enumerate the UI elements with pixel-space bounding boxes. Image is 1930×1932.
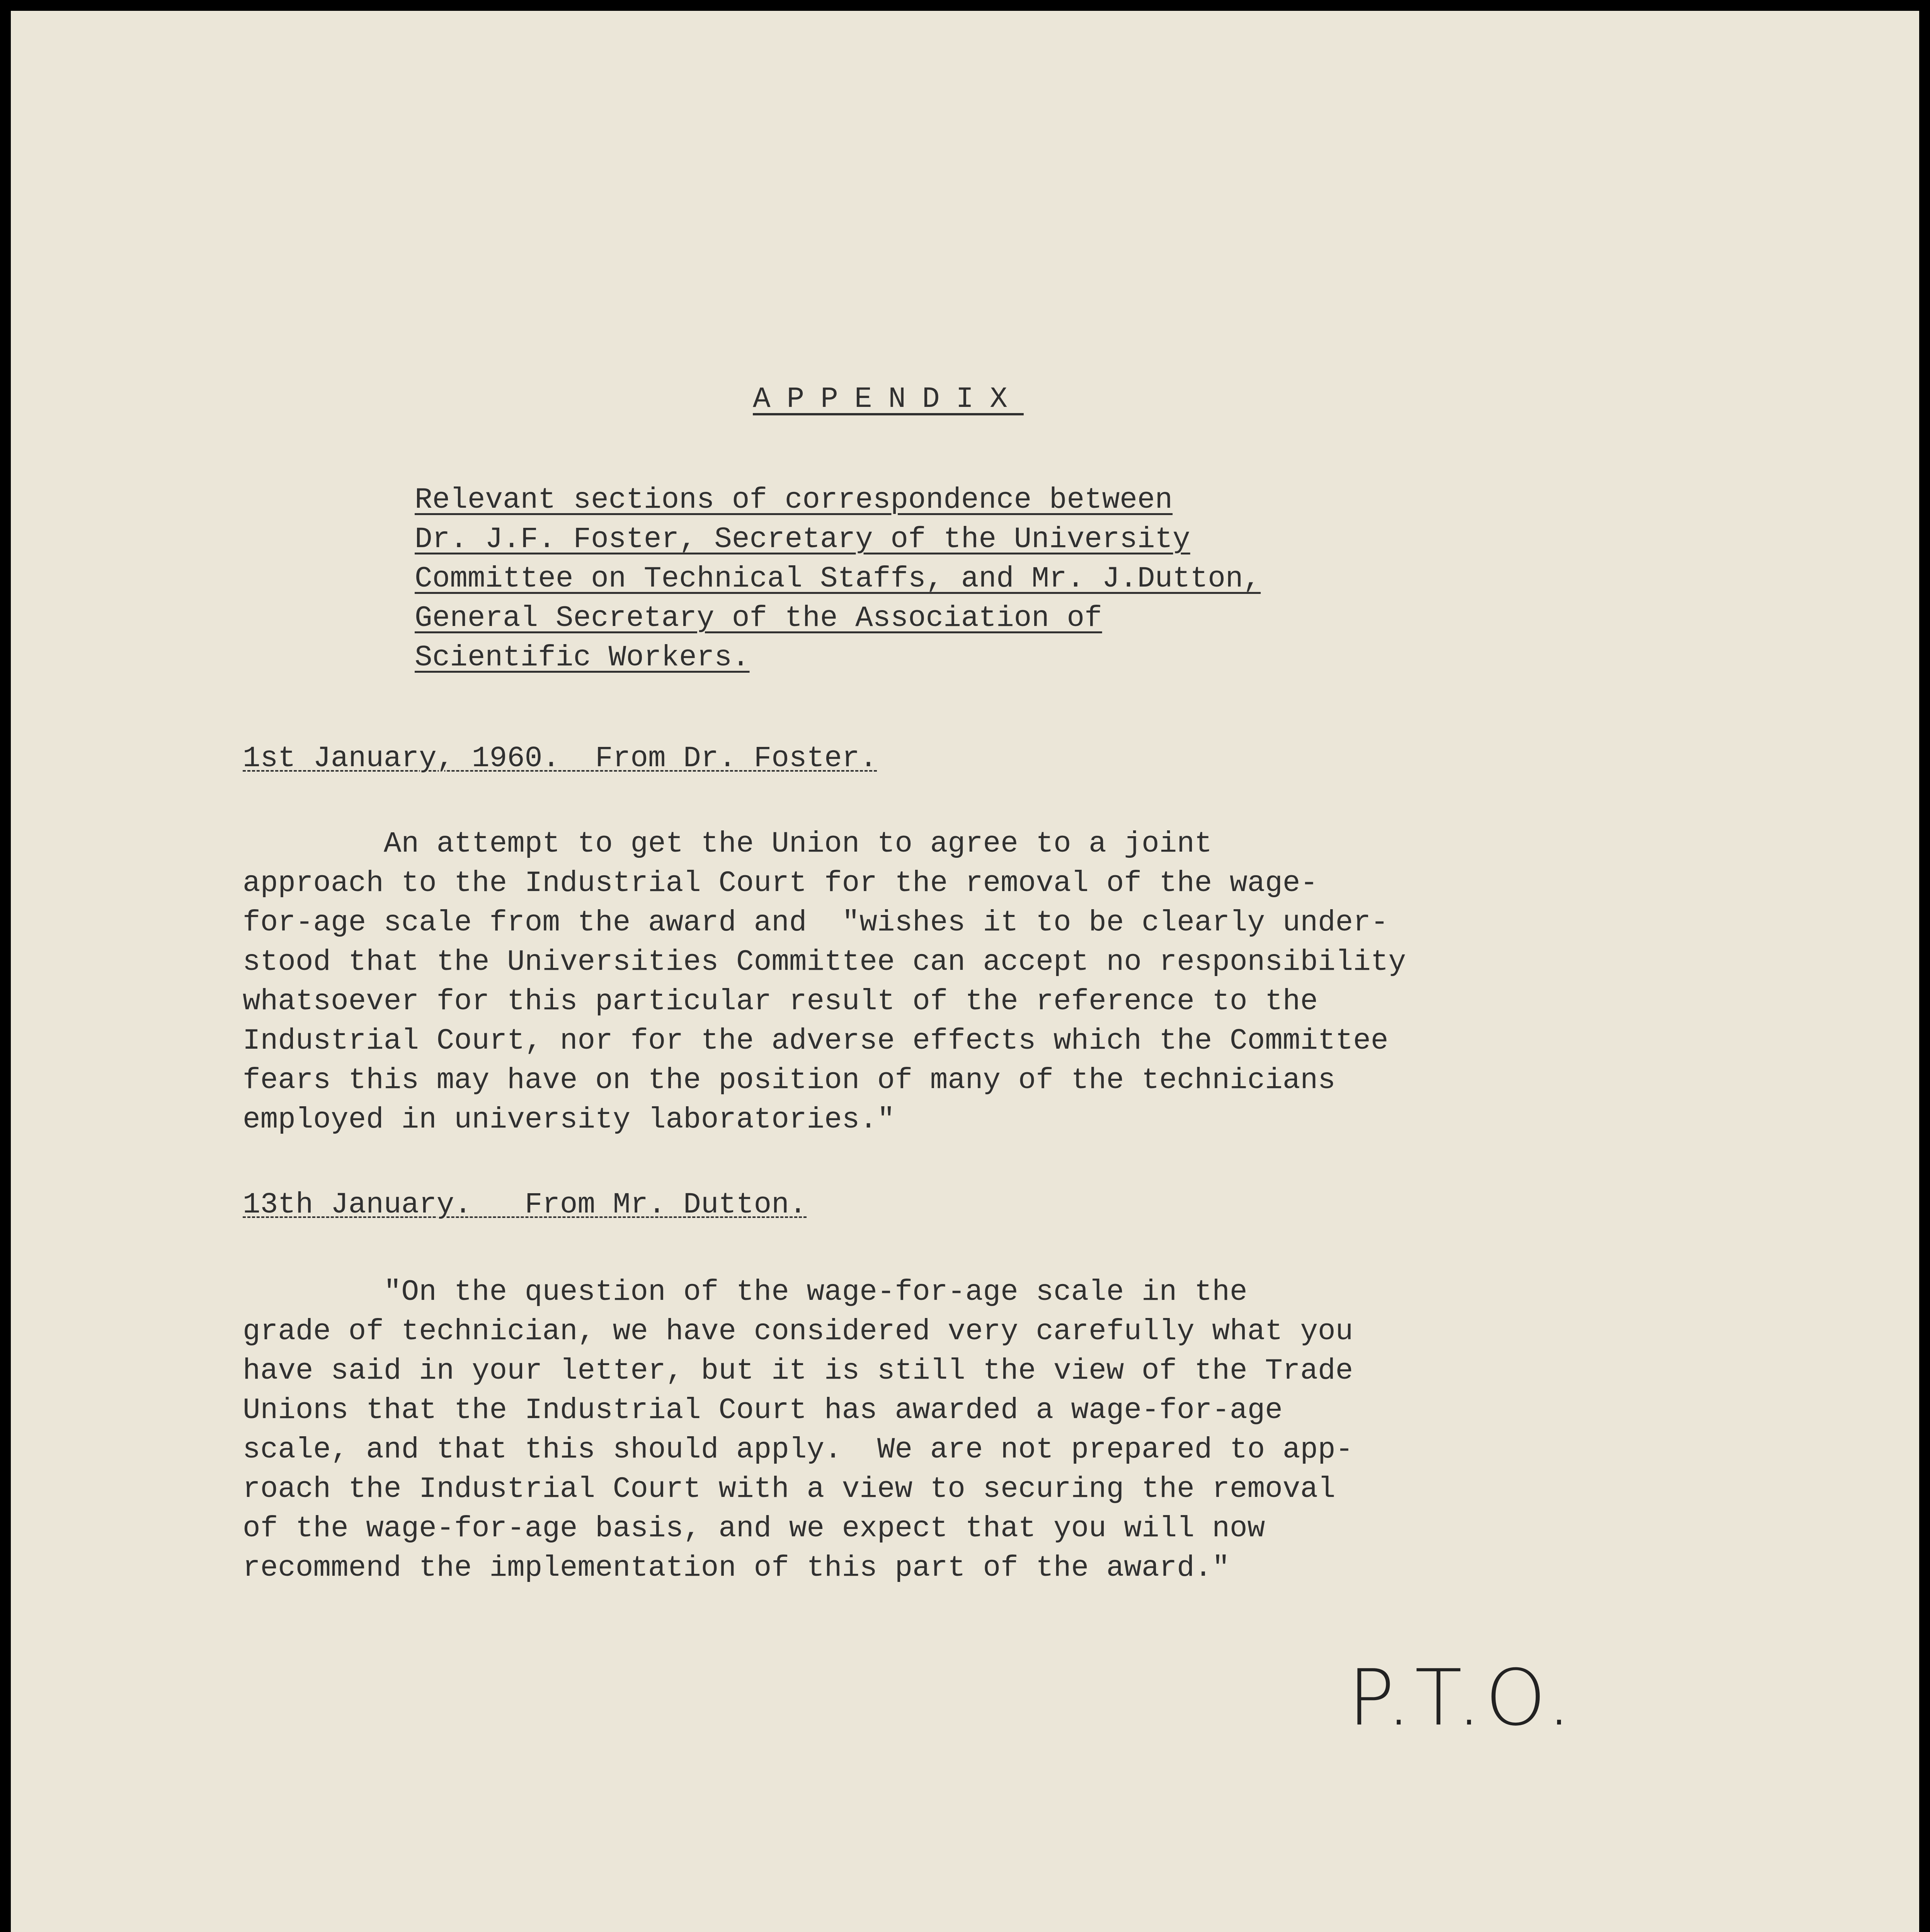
entry-line: employed in university laboratories." — [243, 1103, 895, 1136]
caption-line: General Secretary of the Association of — [415, 602, 1102, 635]
caption-line: Committee on Technical Staffs, and Mr. J.Dutton, — [415, 562, 1261, 595]
appendix-caption — [415, 480, 1651, 677]
entry-line: Unions that the Industrial Court has awarded a wage-for-age — [243, 1394, 1283, 1427]
entry-line: fears this may have on the position of many of the technicians — [243, 1064, 1336, 1097]
page-content — [11, 11, 1919, 1932]
caption-line: Relevant sections of correspondence between — [415, 483, 1173, 517]
entry-line: for-age scale from the award and "wishes it to be clearly under- — [243, 906, 1389, 939]
entry-line: grade of technician, we have considered very carefully what you — [243, 1315, 1353, 1348]
caption-line: Scientific Workers. — [415, 641, 750, 674]
entry-line: An attempt to get the Union to agree to a joint — [243, 827, 1212, 861]
entry-line: whatsoever for this particular result of the reference to the — [243, 985, 1318, 1018]
entry-text-dutton — [243, 1272, 1885, 1588]
entry-line: have said in your letter, but it is still the view of the Trade — [243, 1354, 1353, 1388]
entry-line: scale, and that this should apply. We are not prepared to app- — [243, 1433, 1353, 1466]
caption-line: Dr. J.F. Foster, Secretary of the University — [415, 523, 1190, 556]
entry-date-foster: 1st January, 1960. From Dr. Foster. — [243, 742, 877, 775]
entry-line: approach to the Industrial Court for the removal of the wage- — [243, 867, 1318, 900]
entry-line: stood that the Universities Committee can accept no responsibility — [243, 946, 1406, 979]
entry-text-foster — [243, 824, 1885, 1139]
appendix-heading: APPENDIX — [753, 383, 1024, 416]
entry-line: "On the question of the wage-for-age scale in the — [243, 1276, 1248, 1309]
entry-date-dutton: 13th January. From Mr. Dutton. — [243, 1188, 807, 1221]
entry-line: roach the Industrial Court with a view to securing the removal — [243, 1473, 1336, 1506]
entry-line: of the wage-for-age basis, and we expect that you will now — [243, 1512, 1265, 1545]
handwritten-pto-note: P.T.O. — [1348, 1653, 1575, 1743]
entry-line: recommend the implementation of this part of the award." — [243, 1551, 1230, 1585]
entry-line: Industrial Court, nor for the adverse effects which the Committee — [243, 1024, 1389, 1058]
document-page — [11, 11, 1919, 1932]
